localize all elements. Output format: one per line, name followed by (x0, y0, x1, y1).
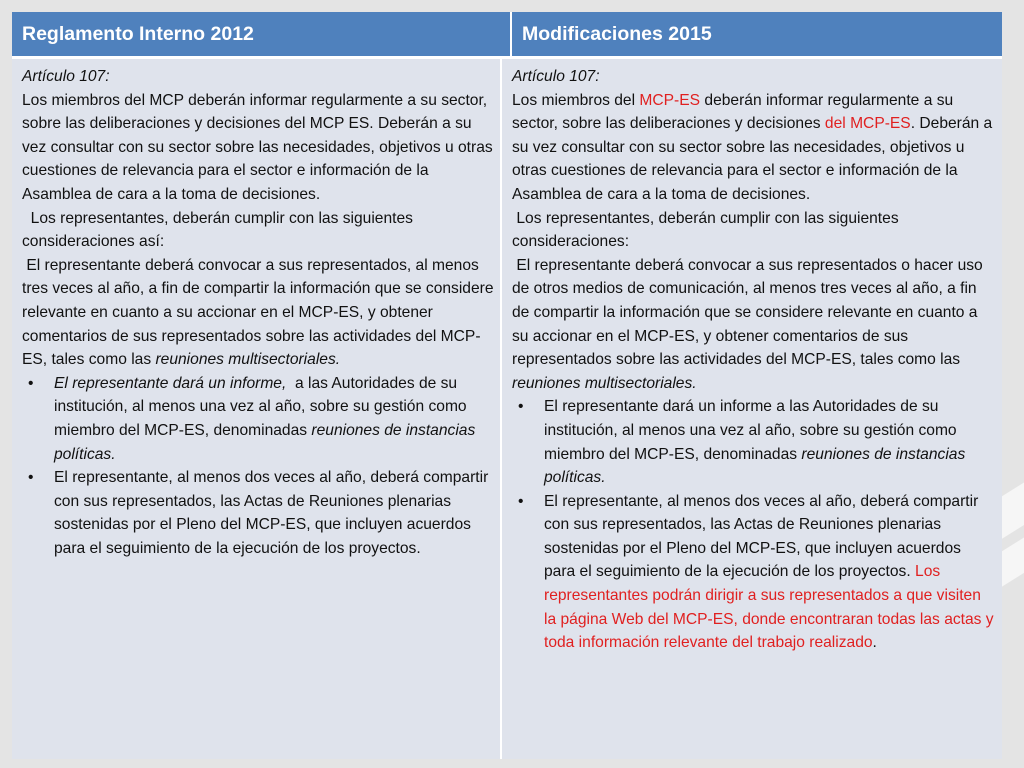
cell-reglamento-2012 (12, 59, 502, 759)
text-italic: reuniones multisectoriales. (512, 374, 697, 392)
article-title: Artículo 107: (512, 68, 600, 85)
bullet-icon: • (28, 469, 34, 487)
comparison-table (12, 12, 1002, 759)
header-modificaciones-2015: Modificaciones 2015 (522, 22, 712, 45)
highlight-text: MCP-ES (639, 91, 701, 109)
text-span: El representante, al menos dos veces al año, deberá compartir con sus representados, las Actas de Reuniones plenarias sostenidas por el Pleno del MCP-ES, que incluyen acuerdos para el seguimiento de la ejecución de los proyectos. (54, 469, 489, 557)
table-header-row (12, 12, 1002, 56)
paragraph (512, 89, 996, 207)
text-span: a las Autoridades de su institución, al menos una vez al año, sobre su gestión como miembro del MCP-ES, denominadas (54, 374, 471, 439)
text-italic: reuniones multisectoriales. (155, 351, 341, 369)
article-title: Artículo 107: (22, 68, 110, 85)
bullet-icon: • (518, 398, 524, 416)
list-item (512, 395, 996, 489)
list-item (512, 490, 996, 655)
text-italic: reuniones de instancias políticas. (544, 445, 966, 487)
text-span: El representante deberá convocar a sus representados, al menos tres veces al año, a fin de compartir la información que se considere relevante en cuanto a su accionar en el MCP-ES, y obtener comentarios de sus representados sobre las actividades del MCP-ES, tales como las (22, 256, 498, 369)
text-span: deberán informar regularmente a su sector, sobre las deliberaciones y decisiones (512, 91, 954, 133)
cell-modificaciones-2015 (502, 59, 1002, 759)
text-span: El representante dará un informe a las Autoridades de su institución, al menos una vez al año, sobre su gestión como miembro del MCP-ES, denominadas (544, 398, 957, 463)
paragraph: Los representantes, deberán cumplir con las siguientes consideraciones así: (22, 209, 418, 251)
paragraph: Los miembros del MCP deberán informar regularmente a su sector, sobre las deliberaciones y decisiones del MCP ES. Deberán a su vez consultar con su sector sobre las necesidades, objetivos u otras cuestiones de relevancia para el sector e información de la Asamblea de cara a la toma de decisiones. (22, 91, 493, 203)
paragraph (22, 254, 496, 372)
list-item (22, 372, 496, 466)
paragraph (512, 254, 996, 396)
bullet-icon: • (518, 492, 524, 510)
bullet-list (512, 395, 996, 655)
text-italic: reuniones de instancias políticas. (54, 421, 480, 463)
list-item (22, 466, 496, 560)
paragraph: Los representantes, deberán cumplir con las siguientes consideraciones: (512, 209, 903, 251)
highlight-text: del MCP-ES (824, 115, 911, 133)
text-span: El representante deberá convocar a sus representados o hacer uso de otros medios de comunicación, al menos tres veces al año, a fin de compartir la información que se considere relevante en cuanto a su accionar en el MCP-ES, y obtener comentarios de sus representados sobre las actividades del MCP-ES, tales como las (512, 256, 988, 369)
bullet-list (22, 372, 496, 561)
text-italic: El representante dará un informe, (54, 374, 287, 392)
table-body-row (12, 56, 1002, 759)
text-span: . (872, 634, 877, 652)
text-span: . Deberán a su vez consultar con su sector sobre las necesidades, objetivos u otras cuestiones de relevancia para el sector e información de la Asamblea de cara a la toma de decisiones. (512, 115, 993, 203)
header-reglamento-2012: Reglamento Interno 2012 (12, 12, 512, 56)
text-span: El representante, al menos dos veces al año, deberá compartir con sus representados, las Actas de Reuniones plenarias sostenidas por el Pleno del MCP-ES, que incluyen acuerdos para el seguimiento de la ejecución de los proyectos. (544, 492, 983, 581)
highlight-text: Los representantes podrán dirigir a sus representados a que visiten la página Web del MCP-ES, donde encontraran todas las actas y toda información relevante del trabajo realizado (544, 563, 998, 652)
text-span: Los miembros del (512, 91, 640, 109)
bullet-icon: • (28, 374, 34, 392)
